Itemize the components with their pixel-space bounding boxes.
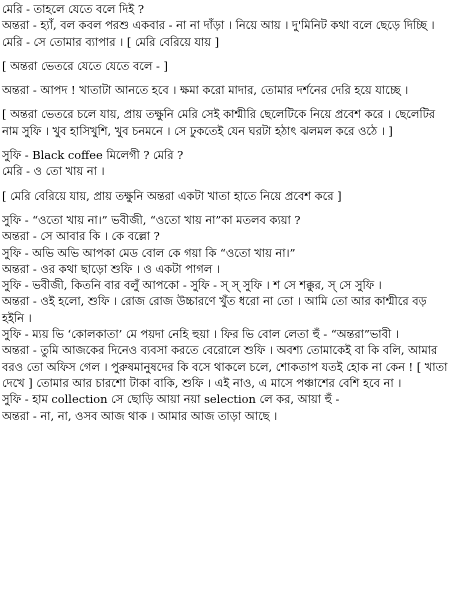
dialogue-line: সুফি - হাম collection সে ছোড়ি আয়া নয়া selection লে কর, আয়া হুঁ -: [2, 392, 340, 407]
dialogue-line: সুফি - ভবীজী, কিতনি বার বলুঁ আপকো - সুফি - স্ স্ সুফি । শ সে শক্কুর, স্ সে সুফি ।: [2, 278, 382, 293]
paragraph-gap: [2, 139, 450, 147]
dialogue-line: অন্তরা - সে আবার কি । কে বল্লো ?: [2, 229, 160, 244]
dialogue-line: অন্তরা - ওর কথা ছাড়ো শুফি । ও একটা পাগল ।: [2, 261, 220, 276]
dialogue-line: মেরি - তাহলে যেতে বলে দিই ?: [2, 2, 144, 16]
dialogue-line: অন্তরা - তুমি আজকের দিনেও ব্যবসা করতে বেরোলে শুফি । অবশ্য তোমাকেই বা কি বলি, আমার বরও তো অফিস গেল । পুরুষমানুষদের কি বসে থাকলে চলে, শোকতাপ যতই হোক না কেন ! [ খাতা দেখে ] তোমার আর চারশো টাকা বাকি, শুফি । এই নাও, এ মাসে পঞ্চাশের বেশি হবে না ।: [2, 343, 448, 390]
dialogue-line: অন্তরা - আপদ ! খাতাটা আনতে হবে । ক্ষমা করো মাদার, তোমার দর্শনের দেরি হয়ে যাচ্ছে ।: [2, 83, 409, 98]
dialogue-line: মেরি - ও তো খায় না ।: [2, 164, 105, 179]
dialogue-line: অন্তরা - ওই হলো, শুফি । রোজ রোজ উচ্চারণে খুঁত ধরো না তো । আমি তো আর কাশ্মীরে বড় হইনি ।: [2, 294, 427, 325]
dialogue-line: সুফি - ম্যয় ভি ‘কোলকাতা’ মে পয়দা নেহি হুয়া । ফির ভি বোল লেতা হুঁ - “অন্তরা”ভাবী ।: [2, 327, 399, 342]
dialogue-line: সুফি - Black coffee মিলেগী ? মেরি ?: [2, 148, 184, 163]
dialogue-line: অন্তরা - হ্যাঁ, বল কবল পরশু একবার - না না দাঁড়া । নিয়ে আয় । দু'মিনিট কথা বলে ছেড়ে দিচ্ছি ।: [2, 18, 435, 33]
paragraph-gap: [2, 50, 450, 58]
stage-direction: [ অন্তরা ভেতরে যেতে যেতে বলে - ]: [2, 58, 168, 73]
dialogue-line: সুফি - “ওতো খায় না।” ভবীজী, “ওতো খায় না”কা মতলব ক্যয়া ?: [2, 212, 301, 227]
paragraph-gap: [2, 74, 450, 82]
dialogue-line: অন্তরা - না, না, ওসব আজ থাক । আমার আজ তাড়া আছে ।: [2, 408, 278, 423]
dialogue-line: মেরি - সে তোমার ব্যাপার । [ মেরি বেরিয়ে যায় ]: [2, 34, 220, 49]
dialogue-line: সুফি - অভি অভি আপকা মেড বোল কে গয়া কি “ওতো খায় না।”: [2, 245, 296, 260]
stage-direction: [ মেরি বেরিয়ে যায়, প্রায় তক্ষুনি অন্তরা একটা খাতা হাতে নিয়ে প্রবেশ করে ]: [2, 188, 342, 203]
stage-direction: [ অন্তরা ভেতরে চলে যায়, প্রায় তক্ষুনি মেরি সেই কাশ্মীরি ছেলেটিকে নিয়ে প্রবেশ করে । ছেলেটির নাম সুফি । খুব হাসিখুশি, খুব চনমনে । সে ঢুকতেই যেন ঘরটা হঠাৎ ঝলমল করে ওঠে । ]: [2, 107, 436, 138]
paragraph-gap: [2, 98, 450, 106]
paragraph-gap: [2, 204, 450, 212]
paragraph-gap: [2, 180, 450, 188]
